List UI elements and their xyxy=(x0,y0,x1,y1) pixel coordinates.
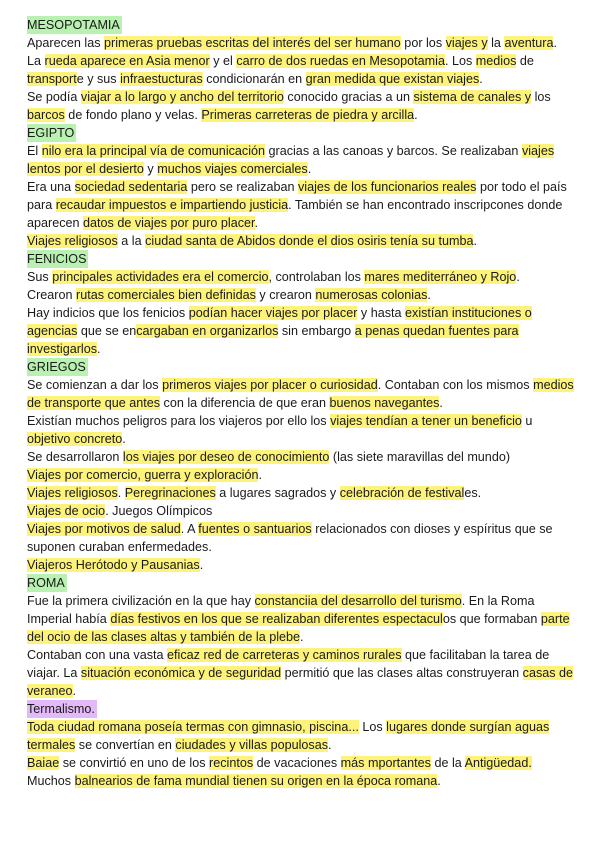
text-run: . xyxy=(437,774,441,788)
paragraph xyxy=(27,502,578,520)
text-run: Hay indicios que los fenicios xyxy=(27,306,189,320)
highlighted-text: parte del ocio de las clases altas y también de la plebe xyxy=(27,612,570,644)
highlighted-text: Toda ciudad romana poseía termas con gimnasio, piscina... xyxy=(27,720,359,734)
text-run: se convertían en xyxy=(75,738,176,752)
highlighted-text: Peregrinaciones xyxy=(124,486,216,500)
highlighted-text: Viajes religiosos xyxy=(27,234,118,248)
highlighted-text: fuentes o santuarios xyxy=(198,522,312,536)
section xyxy=(27,250,578,358)
paragraph xyxy=(27,268,578,286)
highlighted-text: viajar a lo largo y ancho del territorio xyxy=(80,90,284,104)
text-run: Los xyxy=(358,720,387,734)
highlighted-text: transport xyxy=(27,72,77,86)
text-run: es. xyxy=(464,486,482,500)
text-run: . xyxy=(254,216,259,230)
text-run: . xyxy=(122,432,126,446)
highlighted-text: viajes tendían a tener un beneficio xyxy=(330,414,522,428)
highlighted-text: viajes y xyxy=(445,36,488,50)
text-run: . xyxy=(516,270,520,284)
highlighted-text: Primeras carreteras de piedra y arcilla xyxy=(201,108,415,122)
highlighted-text: sociedad sedentaria xyxy=(74,180,188,194)
text-run: de fondo plano y velas. xyxy=(64,108,202,122)
text-run: conocido gracias a un xyxy=(283,90,414,104)
text-run: Fue la primera civilización en la que hay xyxy=(27,594,255,608)
highlighted-text: datos de viajes por puro placer xyxy=(83,216,255,230)
text-run: los xyxy=(531,90,551,104)
highlighted-text: mares mediterráneo y Rojo xyxy=(364,270,517,284)
highlighted-text: objetivo concreto xyxy=(27,432,123,446)
highlighted-text: rueda aparece en Asia menor xyxy=(44,54,210,68)
text-run: Contaban con una vasta xyxy=(27,648,168,662)
text-run: Se podía xyxy=(27,90,81,104)
text-run: Muchos xyxy=(27,774,75,788)
text-run: Se desarrollaron xyxy=(27,450,123,464)
highlighted-text: casas de veraneo xyxy=(27,666,574,698)
highlighted-text: recaudar impuestos e impartiendo justicia xyxy=(55,198,289,212)
highlighted-text: principales actividades era el comercio xyxy=(52,270,269,284)
highlighted-text: existían instituciones o agencias xyxy=(27,306,532,338)
section xyxy=(27,358,578,574)
text-run: . xyxy=(258,468,262,482)
text-run: condicionarán en xyxy=(202,72,306,86)
text-run: y crearon xyxy=(255,288,316,302)
highlighted-text: recintos xyxy=(209,756,254,770)
highlighted-text: Baiae xyxy=(27,756,60,770)
text-run: , controlaban los xyxy=(268,270,365,284)
text-run: Aparecen las xyxy=(27,36,105,50)
paragraph xyxy=(27,718,578,754)
text-run: Era una xyxy=(27,180,75,194)
text-run: con la diferencia de que eran xyxy=(160,396,330,410)
paragraph xyxy=(27,232,578,250)
section xyxy=(27,574,578,700)
section-heading: FENICIOS xyxy=(27,252,87,266)
text-run: . xyxy=(328,738,332,752)
text-run: . En la Roma Imperial había xyxy=(27,594,535,626)
paragraph xyxy=(27,484,578,502)
text-run: y hasta xyxy=(357,306,406,320)
text-run: por todo el país para xyxy=(27,180,567,212)
text-run: . xyxy=(414,108,418,122)
highlighted-text: aventura xyxy=(504,36,554,50)
section xyxy=(27,16,578,124)
text-run: que se en xyxy=(77,324,137,338)
paragraph xyxy=(27,466,578,484)
highlighted-text: Viajes por motivos de salud xyxy=(27,522,181,536)
highlighted-text: ciudades y villas populosas xyxy=(175,738,329,752)
text-run: gracias a las canoas y barcos. Se realizaban xyxy=(265,144,522,158)
text-run: Existían muchos peligros para los viajeros por ello los xyxy=(27,414,331,428)
text-run: e y sus xyxy=(76,72,121,86)
highlighted-text: buenos navegantes xyxy=(329,396,440,410)
text-run: de xyxy=(516,54,534,68)
highlighted-text: sistema de canales y xyxy=(413,90,532,104)
highlighted-text: rutas comerciales bien definidas xyxy=(76,288,256,302)
paragraph xyxy=(27,304,578,358)
section-heading: MESOPOTAMIA xyxy=(27,18,120,32)
paragraph xyxy=(27,448,578,466)
highlighted-text: numerosas colonias xyxy=(315,288,428,302)
text-run: Se comienzan a dar los xyxy=(27,378,163,392)
highlighted-text: primeros viajes por placer o curiosidad xyxy=(162,378,378,392)
text-run: . xyxy=(427,288,431,302)
highlighted-text: constanciia del desarrollo del turismo xyxy=(254,594,462,608)
text-run: de vacaciones xyxy=(253,756,341,770)
paragraph xyxy=(27,376,578,412)
text-run: de la xyxy=(430,756,465,770)
paragraph xyxy=(27,520,578,556)
highlighted-text: Viajes de ocio xyxy=(27,504,106,518)
text-run: . xyxy=(307,162,312,176)
section xyxy=(27,124,578,250)
text-run: sin embargo xyxy=(278,324,355,338)
text-run: . xyxy=(479,72,483,86)
text-run: que facilitaban la tarea de viajar. La xyxy=(27,648,550,680)
highlighted-text: los viajes por deseo de conocimiento xyxy=(122,450,330,464)
highlighted-text: eficaz red de carreteras y caminos rurales xyxy=(167,648,402,662)
highlighted-text: balnearios de fama mundial tienen su origen en la época romana xyxy=(74,774,438,788)
text-run: u xyxy=(521,414,533,428)
text-run: y el xyxy=(209,54,237,68)
text-run: . Los xyxy=(444,54,476,68)
paragraph xyxy=(27,646,578,700)
text-run: . Juegos Olímpicos xyxy=(105,504,213,518)
paragraph xyxy=(27,52,578,88)
highlighted-text: viajes de los funcionarios reales xyxy=(297,180,477,194)
highlighted-text: Antigüedad. xyxy=(464,756,532,770)
text-run: . xyxy=(473,234,477,248)
text-run: y xyxy=(143,162,158,176)
highlighted-text: medios xyxy=(475,54,517,68)
highlighted-text: días festivos en los que se realizaban diferentes espectacul xyxy=(110,612,443,626)
paragraph xyxy=(27,412,578,448)
highlighted-text: barcos xyxy=(27,108,65,122)
paragraph xyxy=(27,772,578,790)
text-run: (las siete maravillas del mundo) xyxy=(329,450,511,464)
text-run: . xyxy=(553,36,557,50)
text-run: . xyxy=(300,630,304,644)
paragraph xyxy=(27,142,578,178)
highlighted-text: cargaban en organizarlos xyxy=(136,324,279,338)
paragraph xyxy=(27,754,578,772)
text-run: . xyxy=(72,684,77,698)
text-run: a lugares sagrados y xyxy=(215,486,340,500)
paragraph xyxy=(27,34,578,52)
paragraph xyxy=(27,592,578,646)
highlighted-text: situación económica y de seguridad xyxy=(80,666,282,680)
highlighted-text: celebración de festival xyxy=(339,486,465,500)
text-run: . xyxy=(199,558,204,572)
highlighted-text: Viajes religiosos xyxy=(27,486,118,500)
text-run: El xyxy=(27,144,42,158)
text-run: se convirtió en uno de los xyxy=(59,756,210,770)
text-run: . También se han encontrado inscripcones donde aparecen xyxy=(27,198,563,230)
highlighted-text: gran medida que existan viajes xyxy=(305,72,480,86)
highlighted-text: infraestucturas xyxy=(120,72,203,86)
highlighted-text: a penas quedan fuentes para investigarlos xyxy=(27,324,519,356)
text-run: permitió que las clases altas construyeran xyxy=(281,666,523,680)
section-heading: Termalismo. xyxy=(27,702,95,716)
highlighted-text: primeras pruebas escritas del interés del ser humano xyxy=(104,36,401,50)
highlighted-text: lugares donde surgían aguas termales xyxy=(27,720,550,752)
highlighted-text: Viajeros Herótodo y Pausanias xyxy=(27,558,200,572)
paragraph xyxy=(27,178,578,232)
text-run: la xyxy=(487,36,505,50)
text-run: . xyxy=(97,342,101,356)
text-run: relacionados con dioses y espíritus que se suponen curaban enfermedades. xyxy=(27,522,553,554)
highlighted-text: viajes lentos por el desierto xyxy=(27,144,555,176)
text-run: Sus xyxy=(27,270,53,284)
text-run: . xyxy=(439,396,443,410)
paragraph xyxy=(27,88,578,124)
highlighted-text: nilo era la principal vía de comunicación xyxy=(41,144,266,158)
highlighted-text: medios de transporte que antes xyxy=(27,378,574,410)
highlighted-text: Viajes por comercio, guerra y exploración xyxy=(27,468,259,482)
text-run: La xyxy=(27,54,45,68)
highlighted-text: más mportantes xyxy=(340,756,431,770)
text-run: . A xyxy=(180,522,199,536)
text-run: . Contaban con los mismos xyxy=(377,378,534,392)
highlighted-text: carro de dos ruedas en Mesopotamia xyxy=(236,54,445,68)
highlighted-text: podían hacer viajes por placer xyxy=(188,306,358,320)
section-heading: ROMA xyxy=(27,576,65,590)
text-run: pero se realizaban xyxy=(187,180,298,194)
text-run: por los xyxy=(400,36,446,50)
highlighted-text: muchos viajes comerciales xyxy=(157,162,308,176)
paragraph xyxy=(27,556,578,574)
text-run: . xyxy=(117,486,125,500)
text-run: os que formaban xyxy=(442,612,541,626)
section xyxy=(27,700,578,790)
paragraph xyxy=(27,286,578,304)
highlighted-text: ciudad santa de Abidos donde el dios osiris tenía su tumba xyxy=(145,234,474,248)
text-run: a la xyxy=(117,234,146,248)
text-run: Crearon xyxy=(27,288,76,302)
section-heading: GRIEGOS xyxy=(27,360,86,374)
section-heading: EGIPTO xyxy=(27,126,75,140)
